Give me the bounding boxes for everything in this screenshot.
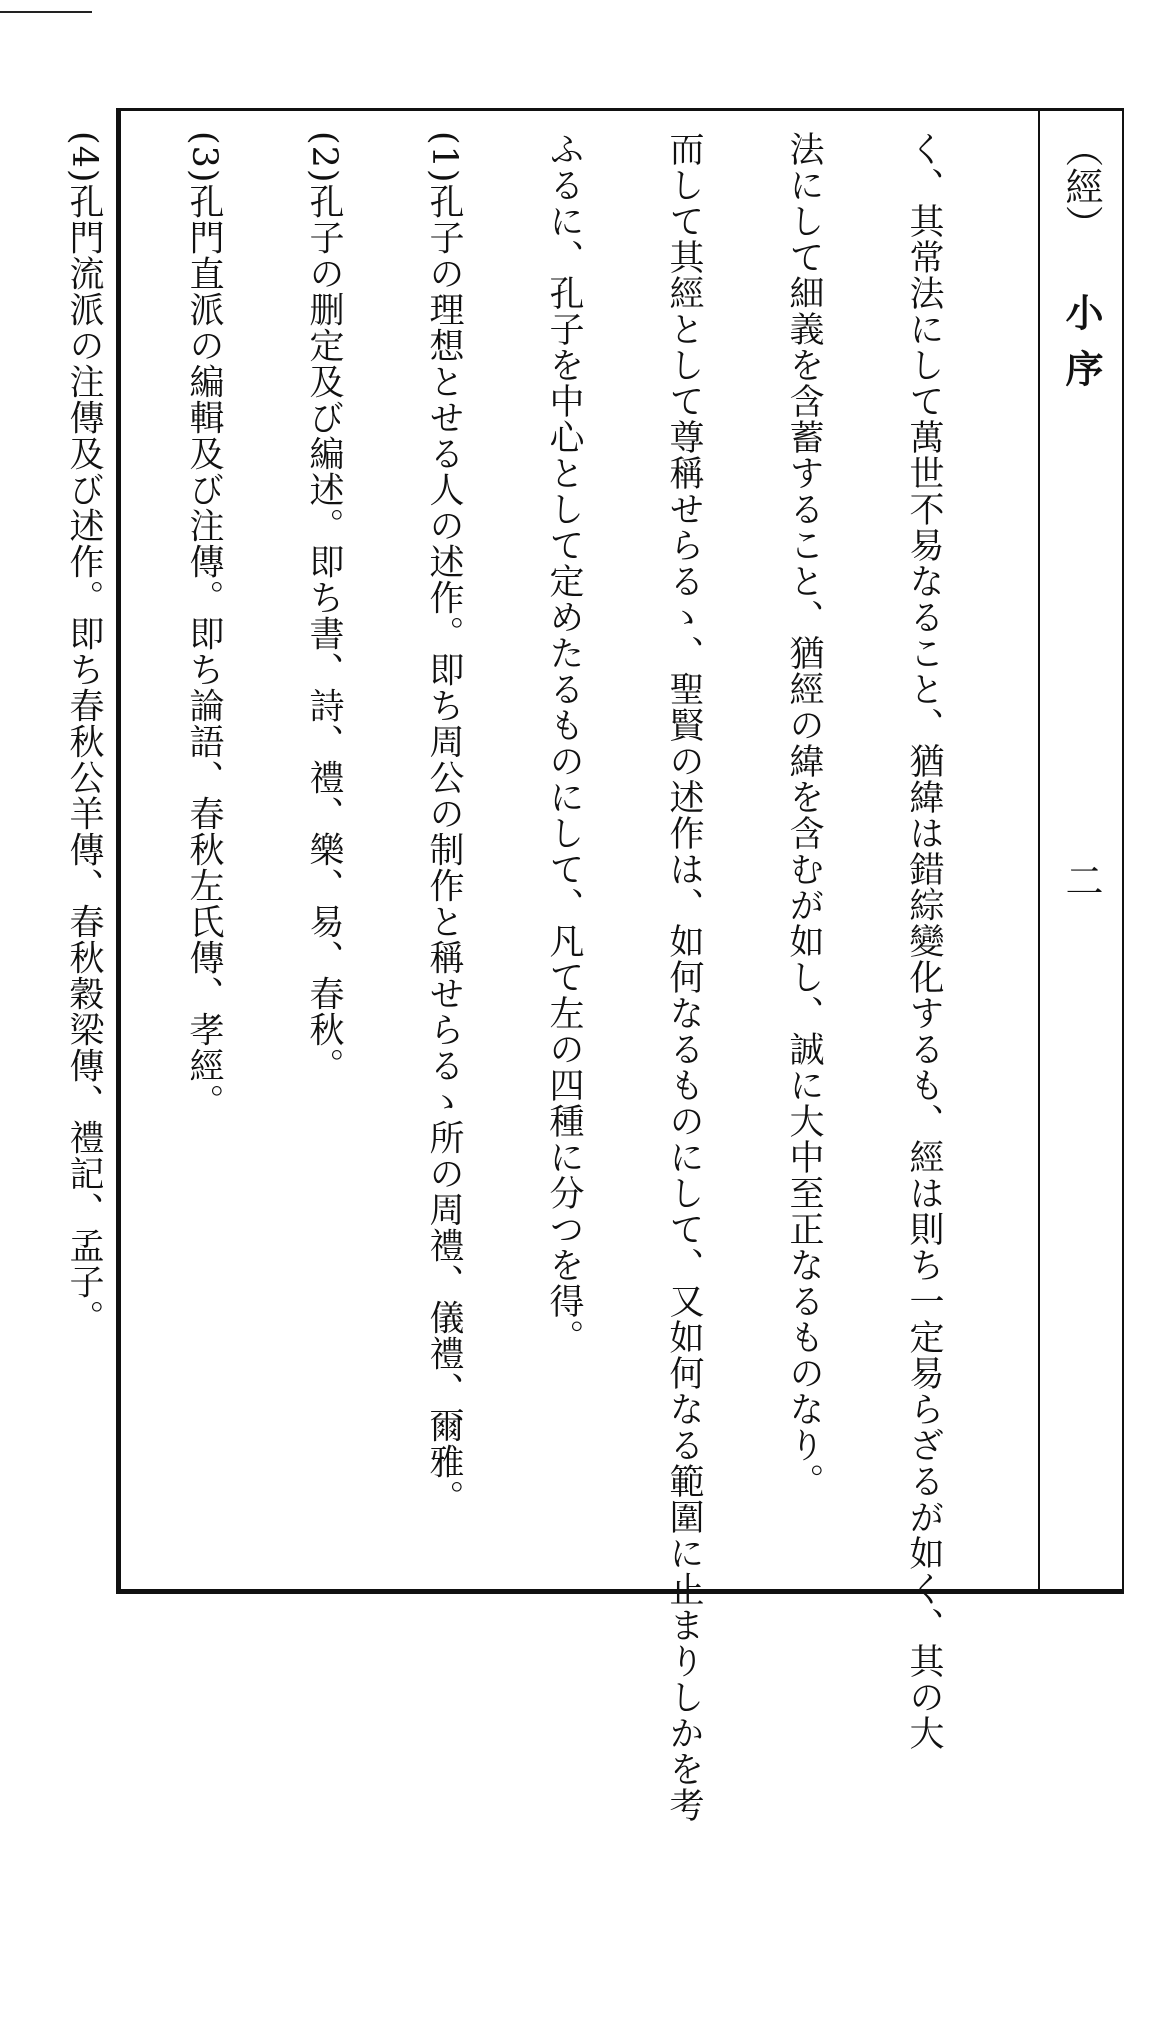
header-section: （經）	[1059, 129, 1103, 243]
text-column: 法にして細義を含蓄すること、猶經の緯を含むが如し、誠に大中至正なるものなり。	[784, 131, 824, 1499]
page-frame	[64, 108, 1124, 1823]
body-text	[0, 131, 1024, 1823]
text-column: く、其常法にして萬世不易なること、猶緯は錯綜變化するも、經は則ち一定易らざるが如く、其の大	[904, 131, 944, 1751]
text-column: ふるに、孔子を中心として定めたるものにして、凡て左の四種に分つを得。	[544, 131, 584, 1355]
running-header	[1050, 129, 1112, 1569]
text-column: (2)孔子の删定及び編述。即ち書、詩、禮、樂、易、春秋。	[304, 131, 344, 1084]
corner-rule	[0, 11, 92, 13]
page-number: 二	[1059, 861, 1103, 899]
text-column: (3)孔門直派の編輯及び注傳。即ち論語、春秋左氏傳、孝經。	[184, 131, 224, 1120]
text-column: (4)孔門流派の注傳及び述作。即ち春秋公羊傳、春秋穀梁傳、禮記、孟子。	[64, 131, 104, 1336]
header-title: 小序	[1059, 293, 1104, 405]
text-column: 而して其經として尊稱せらるゝ、聖賢の述作は、如何なるものにして、又如何なる範圍に止まりしかを考	[664, 131, 704, 1823]
text-column: (1)孔子の理想とせる人の述作。即ち周公の制作と稱せらるゝ所の周禮、儀禮、爾雅。	[424, 131, 464, 1516]
header-divider	[1038, 111, 1040, 1589]
